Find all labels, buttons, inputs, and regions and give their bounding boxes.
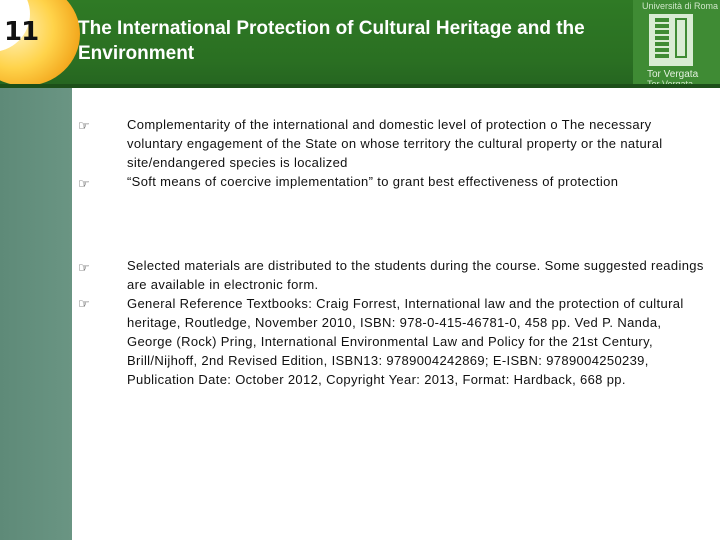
slide-header <box>0 0 720 88</box>
slide-number: 11 <box>4 17 39 47</box>
bullet-text-3: Selected materials are distributed to the students during the course. Some suggested readings are available in electronic form. <box>127 258 704 292</box>
university-logo <box>633 0 720 88</box>
slide-title: The International Protection of Cultural Heritage and the Environment <box>78 18 585 64</box>
university-emblem-icon <box>641 12 701 68</box>
pointing-hand-icon: ☞ <box>78 297 90 312</box>
logo-top-text: Università di Roma <box>641 1 718 11</box>
logo-name: Tor Vergata <box>647 69 699 80</box>
pointing-hand-icon: ☞ <box>78 261 90 276</box>
bullet-text-2: “Soft means of coercive implementation” to grant best effectiveness of protection <box>127 174 619 189</box>
pointing-hand-icon: ☞ <box>78 177 90 192</box>
header-divider <box>0 84 720 88</box>
bullet-text-1: Complementarity of the international and domestic level of protection o The necessary voluntary engagement of the State on whose territory the cultural property or the natural site/endangered species is localized <box>127 117 663 170</box>
bullet-text-4: General Reference Textbooks: Craig Forrest, International law and the protection of cultural heritage, Routledge, November 2010, ISBN: 978-0-415-46781-0, 458 pp. Ved P. Nanda, George (Rock) Pring, International Environmental Law and Policy for the 21st Century, Brill/Nijhoff, 2nd Revised Edition, ISBN13: 9789004242869; E-ISBN: 9789004250239, Publication Date: October 2012, Copyright Year: 2013, Format: Hardback, 668 pp. <box>127 296 684 387</box>
left-sidebar-band <box>0 88 72 540</box>
pointing-hand-icon: ☞ <box>78 119 90 134</box>
